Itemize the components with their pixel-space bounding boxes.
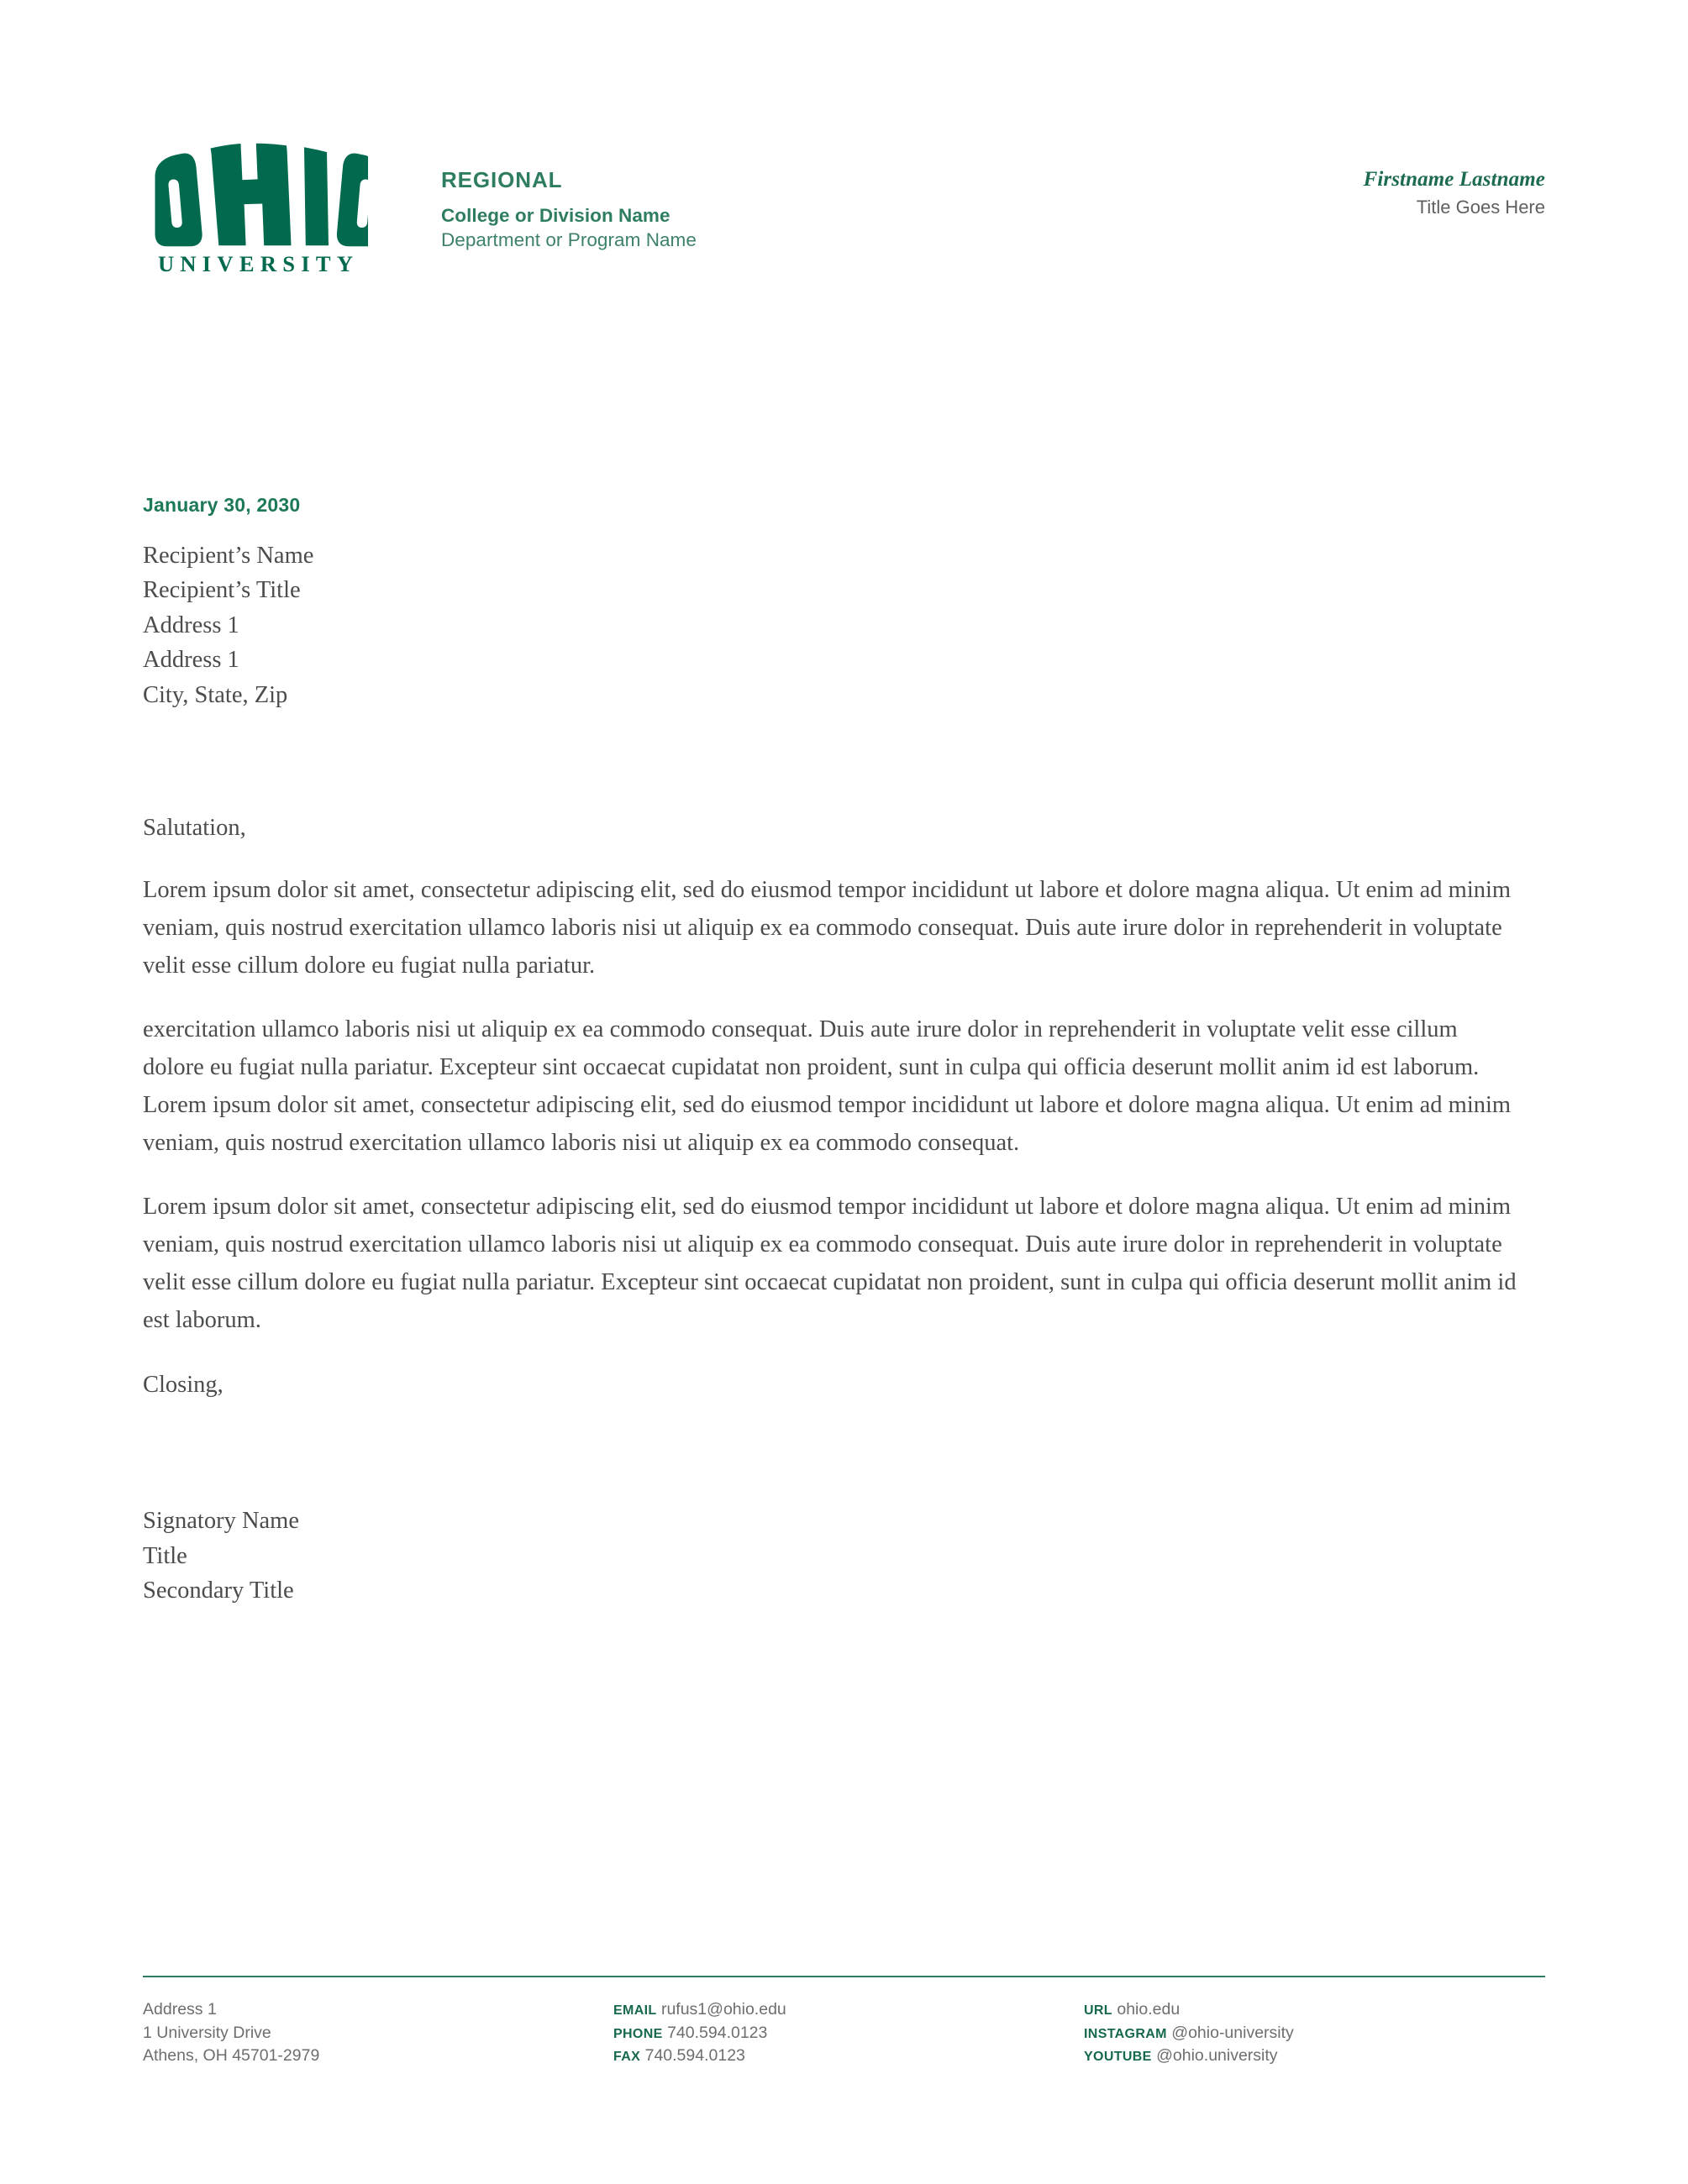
letter-body	[143, 494, 1521, 1609]
logo-university-label: UNIVERSITY	[157, 251, 360, 276]
ohio-university-logo	[143, 143, 368, 276]
letterhead-header	[143, 143, 1545, 302]
footer-url-label: URL	[1084, 2003, 1112, 2018]
letterhead-footer	[143, 1976, 1545, 2068]
unit-college-name: College or Division Name	[441, 204, 670, 226]
footer-divider	[143, 1976, 1545, 1977]
footer-url-row	[1084, 1998, 1545, 2022]
salutation: Salutation,	[143, 814, 246, 841]
footer-contact-column	[613, 1998, 1084, 2068]
footer-fax-value: 740.594.0123	[644, 2046, 745, 2066]
footer-phone-value[interactable]: 740.594.0123	[667, 2023, 768, 2042]
recipient-line: Address 1	[143, 647, 239, 674]
footer-email-value[interactable]: rufus1@ohio.edu	[660, 2000, 786, 2019]
footer-address-column	[143, 1998, 613, 2068]
footer-address-line: 1 University Drive	[143, 2023, 271, 2042]
footer-instagram-value[interactable]: @ohio-university	[1171, 2023, 1294, 2042]
unit-department-name: Department or Program Name	[441, 229, 697, 251]
body-paragraph: Lorem ipsum dolor sit amet, consectetur adipiscing elit, sed do eiusmod tempor incididunt ut labore et dolore magna aliqua. Ut enim ad minim veniam, quis nostrud exercitation ullamco laboris nisi ut aliquip ex ea commodo consequat. Duis aute irure dolor in reprehenderit in voluptate velit esse cillum dolore eu fugiat nulla pariatur.	[143, 877, 1512, 979]
footer-instagram-label: INSTAGRAM	[1084, 2026, 1167, 2041]
footer-web-column	[1084, 1998, 1545, 2068]
signatory-title: Title	[143, 1542, 187, 1569]
recipient-address-block	[143, 538, 1521, 713]
footer-youtube-value[interactable]: @ohio.university	[1156, 2046, 1278, 2066]
unit-identifier	[441, 167, 697, 253]
footer-address-line: Athens, OH 45701-2979	[143, 2046, 320, 2066]
footer-address-line: Address 1	[143, 2000, 217, 2019]
recipient-line: Recipient’s Title	[143, 577, 301, 604]
footer-email-row	[613, 1998, 1084, 2022]
closing: Closing,	[143, 1372, 223, 1399]
sender-identity	[1364, 166, 1545, 219]
signatory-name: Signatory Name	[143, 1507, 300, 1534]
sender-name: Firstname Lastname	[1363, 168, 1545, 191]
footer-youtube-label: YOUTUBE	[1084, 2050, 1152, 2065]
recipient-line: Recipient’s Name	[143, 542, 314, 569]
recipient-line: Address 1	[143, 612, 239, 638]
footer-fax-row	[613, 2045, 1084, 2068]
ohio-wordmark-icon	[143, 143, 368, 248]
footer-phone-row	[613, 2022, 1084, 2045]
footer-fax-label: FAX	[613, 2050, 641, 2065]
footer-instagram-row	[1084, 2022, 1545, 2045]
footer-phone-label: PHONE	[613, 2026, 663, 2041]
signatory-secondary-title: Secondary Title	[143, 1578, 294, 1604]
sender-title: Title Goes Here	[1416, 197, 1545, 218]
recipient-line: City, State, Zip	[143, 682, 288, 709]
footer-email-label: EMAIL	[613, 2003, 657, 2018]
body-paragraph: exercitation ullamco laboris nisi ut aliquip ex ea commodo consequat. Duis aute irure dolor in reprehenderit in voluptate velit esse cillum dolore eu fugiat nulla pariatur. Excepteur sint occaecat cupidatat non proident, sunt in culpa qui officia deserunt mollit anim id est laborum. Lorem ipsum dolor sit amet, consectetur adipiscing elit, sed do eiusmod tempor incididunt ut labore et dolore magna aliqua. Ut enim ad minim veniam, quis nostrud exercitation ullamco laboris nisi ut aliquip ex ea commodo consequat.	[143, 1016, 1512, 1156]
unit-top-line: REGIONAL	[441, 167, 563, 192]
body-paragraph: Lorem ipsum dolor sit amet, consectetur adipiscing elit, sed do eiusmod tempor incididunt ut labore et dolore magna aliqua. Ut enim ad minim veniam, quis nostrud exercitation ullamco laboris nisi ut aliquip ex ea commodo consequat. Duis aute irure dolor in reprehenderit in voluptate velit esse cillum dolore eu fugiat nulla pariatur. Excepteur sint occaecat cupidatat non proident, sunt in culpa qui officia deserunt mollit anim id est laborum.	[143, 1194, 1517, 1333]
footer-youtube-row	[1084, 2045, 1545, 2068]
letter-date: January 30, 2030	[143, 494, 301, 516]
signature-block	[143, 1504, 1521, 1609]
footer-url-value[interactable]: ohio.edu	[1117, 2000, 1181, 2019]
